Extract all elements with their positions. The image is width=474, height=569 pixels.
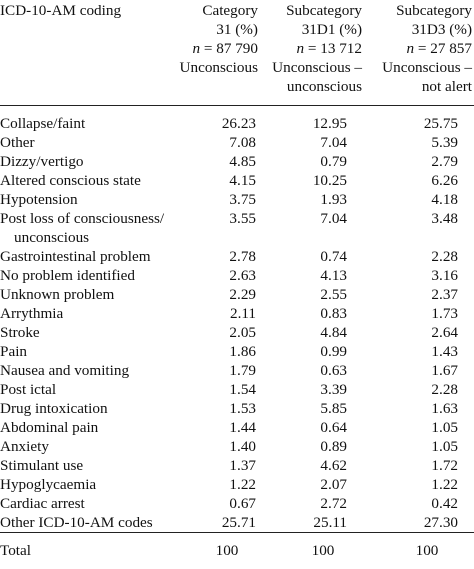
header-line2: 31 (%) [216,21,258,38]
value-subcategory-31d3: 2.28 [431,381,458,398]
value-category-31: 1.44 [229,419,256,436]
value-category-31: 26.23 [221,115,256,132]
value-subcategory-31d1: 0.83 [320,305,347,322]
value-subcategory-31d1: 0.99 [320,343,347,360]
table-row [0,456,474,475]
header-desc1: Unconscious – [272,59,362,76]
value-subcategory-31d1: 2.55 [320,286,347,303]
value-category-31: 3.75 [229,191,256,208]
header-n [168,39,258,58]
table-row [0,475,474,494]
value-category-31: 2.05 [229,324,256,341]
table-row [0,171,474,190]
table-header [0,0,474,106]
header-n-value: = 13 712 [304,40,362,57]
value-subcategory-31d1: 5.85 [320,400,347,417]
value-subcategory-31d1: 4.84 [320,324,347,341]
value-subcategory-31d1: 0.63 [320,362,347,379]
value-subcategory-31d1: 25.11 [313,514,347,531]
value-subcategory-31d3: 27.30 [423,514,458,531]
value-subcategory-31d1: 12.95 [312,115,347,132]
value-subcategory-31d1: 0.64 [320,419,347,436]
row-label-line1: Cardiac arrest [0,495,85,512]
row-label [0,209,168,247]
table-row [0,304,474,323]
table-row [0,106,474,133]
table-row [0,190,474,209]
value-subcategory-31d3: 1.43 [431,343,458,360]
row-label-line1: Other [0,134,35,151]
table-row [0,285,474,304]
table-row [0,323,474,342]
header-n [370,39,472,58]
header-n-value: = 27 857 [414,40,472,57]
table-row [0,342,474,361]
row-label [0,456,168,475]
table-row [0,361,474,380]
value-subcategory-31d1: 4.62 [320,457,347,474]
header-line1: Category [202,2,258,19]
value-subcategory-31d1: 1.93 [320,191,347,208]
row-label [0,513,168,533]
header-desc2: unconscious [286,78,362,95]
row-label [0,380,168,399]
row-label [0,323,168,342]
table-row [0,399,474,418]
row-label-line1: Gastrointestinal problem [0,248,151,265]
value-category-31: 1.79 [229,362,256,379]
value-subcategory-31d3: 6.26 [431,172,458,189]
row-label-line1: Post loss of consciousness/ [0,210,165,227]
header-desc1: Unconscious – [382,59,472,76]
value-category-31: 1.37 [229,457,256,474]
table-row [0,513,474,533]
header-subcategory-31d3 [370,0,474,106]
row-label-line1: Collapse/faint [0,115,86,132]
row-label [0,342,168,361]
row-label [0,133,168,152]
table-row [0,247,474,266]
value-subcategory-31d3: 5.39 [431,134,458,151]
value-subcategory-31d3: 2.28 [431,248,458,265]
value-category-31: 1.53 [229,400,256,417]
value-category-31: 1.40 [229,438,256,455]
row-label [0,399,168,418]
row-label [0,304,168,323]
row-label-line1: Dizzy/vertigo [0,153,84,170]
value-subcategory-31d1: 7.04 [320,134,347,151]
row-label-line1: No problem identified [0,267,135,284]
row-label-line1: Abdominal pain [0,419,99,436]
row-label [0,475,168,494]
row-label [0,285,168,304]
row-label [0,190,168,209]
row-label [0,437,168,456]
row-label-line1: Drug intoxication [0,400,108,417]
total-label: Total [0,533,168,561]
value-category-31: 7.08 [229,134,256,151]
value-subcategory-31d3: 3.16 [431,267,458,284]
row-label-line1: Stroke [0,324,40,341]
value-subcategory-31d1: 3.39 [320,381,347,398]
header-icd-coding: ICD-10-AM coding [0,2,122,19]
value-category-31: 1.22 [229,476,256,493]
value-category-31: 2.78 [229,248,256,265]
table-row [0,437,474,456]
header-subcategory-31d1 [266,0,370,106]
total-row [0,533,474,561]
row-label [0,418,168,437]
value-category-31: 25.71 [221,514,256,531]
value-subcategory-31d3: 25.75 [423,115,458,132]
value-category-31: 2.63 [229,267,256,284]
header-line1: Subcategory [396,2,472,19]
table-row [0,418,474,437]
value-category-31: 3.55 [229,210,256,227]
value-subcategory-31d3: 1.72 [431,457,458,474]
row-label-line1: Arrythmia [0,305,64,322]
value-subcategory-31d3: 1.67 [431,362,458,379]
value-category-31: 1.54 [229,381,256,398]
value-subcategory-31d3: 2.37 [431,286,458,303]
value-subcategory-31d1: 2.72 [320,495,347,512]
header-n-value: = 87 790 [200,40,258,57]
value-subcategory-31d3: 2.79 [431,153,458,170]
header-desc1: Unconscious [179,59,258,76]
header-line1: Subcategory [286,2,362,19]
row-label [0,171,168,190]
row-label-line1: Stimulant use [0,457,84,474]
header-n-symbol: n [296,40,305,57]
value-subcategory-31d1: 0.79 [320,153,347,170]
total-subcategory-31d1: 100 [266,533,370,561]
table-row [0,133,474,152]
row-label [0,106,168,133]
value-category-31: 1.86 [229,343,256,360]
value-subcategory-31d1: 10.25 [312,172,347,189]
value-category-31: 2.11 [229,305,256,322]
header-line2: 31D1 (%) [301,21,362,38]
row-label-line1: Post ictal [0,381,57,398]
row-label [0,266,168,285]
row-label [0,247,168,266]
row-label-line1: Pain [0,343,28,360]
row-label-line1: Anxiety [0,438,49,455]
row-label-line1: Hypoglycaemia [0,476,97,493]
row-label-line1: Other ICD-10-AM codes [0,514,153,531]
value-subcategory-31d1: 2.07 [320,476,347,493]
value-subcategory-31d3: 0.42 [431,495,458,512]
header-n [266,39,362,58]
table-row [0,266,474,285]
value-subcategory-31d3: 1.05 [431,438,458,455]
value-subcategory-31d3: 4.18 [431,191,458,208]
header-line2: 31D3 (%) [411,21,472,38]
value-subcategory-31d1: 0.74 [320,248,347,265]
value-subcategory-31d1: 0.89 [320,438,347,455]
value-subcategory-31d1: 4.13 [320,267,347,284]
value-category-31: 4.15 [229,172,256,189]
row-label-line1: Nausea and vomiting [0,362,130,379]
table-row [0,152,474,171]
value-category-31: 0.67 [229,495,256,512]
table-row [0,380,474,399]
row-label [0,494,168,513]
value-subcategory-31d1: 7.04 [320,210,347,227]
row-label-line1: Hypotension [0,191,78,208]
value-subcategory-31d3: 1.73 [431,305,458,322]
header-category-31 [168,0,266,106]
value-category-31: 4.85 [229,153,256,170]
value-subcategory-31d3: 1.63 [431,400,458,417]
value-subcategory-31d3: 1.05 [431,419,458,436]
table-row [0,209,474,247]
row-label [0,361,168,380]
total-subcategory-31d3: 100 [370,533,474,561]
header-n-symbol: n [406,40,415,57]
total-category-31: 100 [168,533,266,561]
value-subcategory-31d3: 3.48 [431,210,458,227]
value-subcategory-31d3: 1.22 [431,476,458,493]
header-n-symbol: n [192,40,201,57]
header-desc2: not alert [421,78,472,95]
row-label-line2: unconscious [14,229,90,246]
row-label-line1: Unknown problem [0,286,115,303]
row-label-line1: Altered conscious state [0,172,141,189]
value-subcategory-31d3: 2.64 [431,324,458,341]
value-category-31: 2.29 [229,286,256,303]
row-label [0,152,168,171]
table-body [0,106,474,533]
table-row [0,494,474,513]
